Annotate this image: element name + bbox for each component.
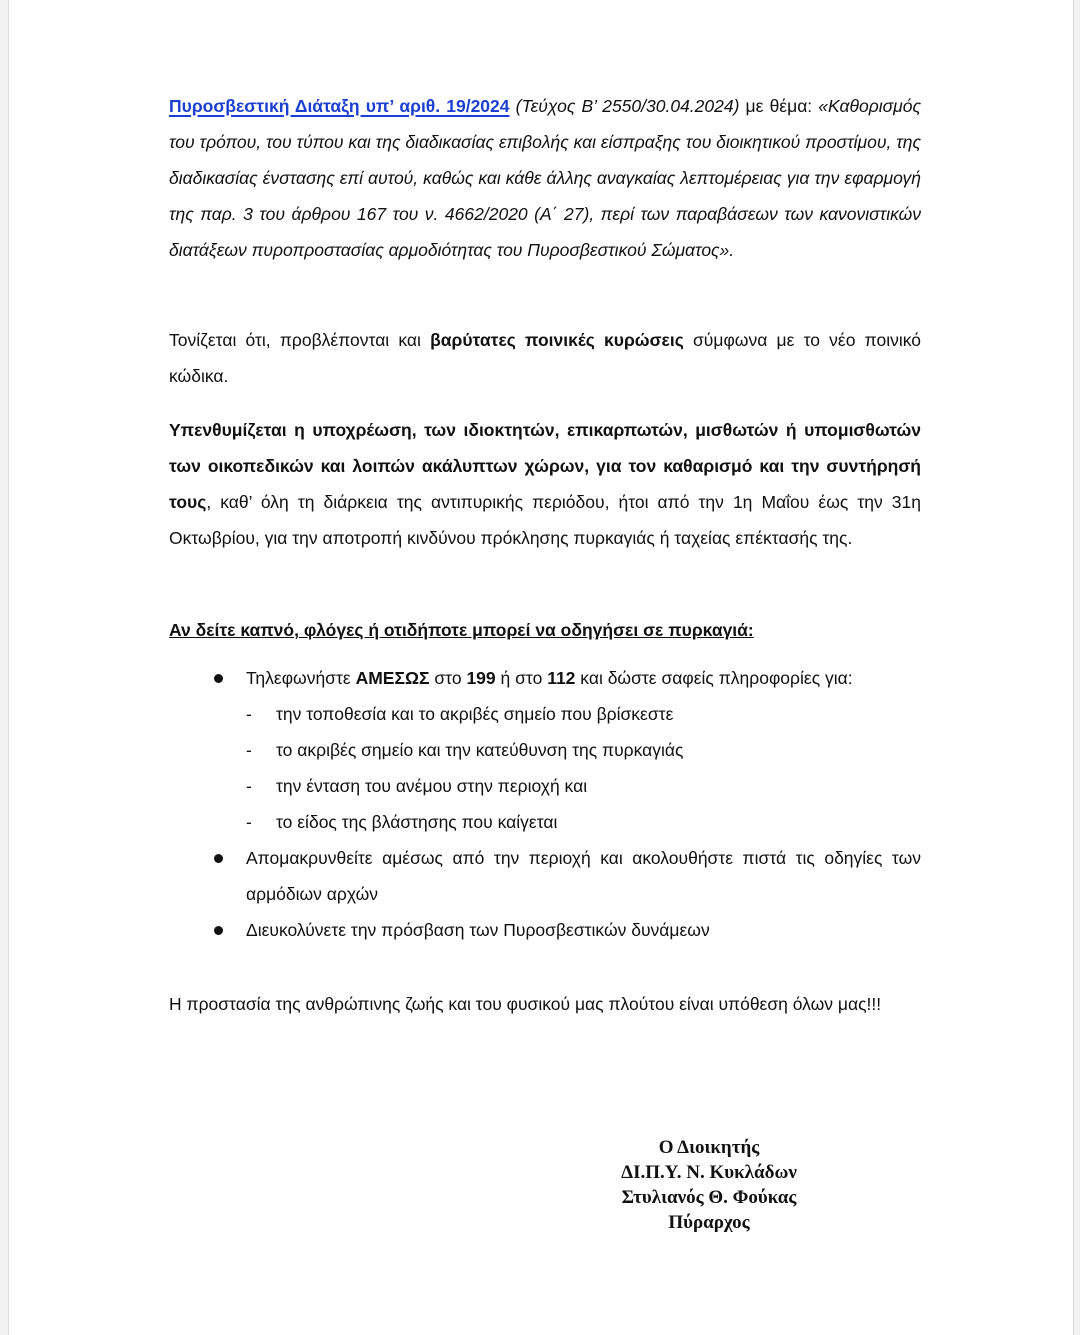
signature-organization: ΔΙ.Π.Υ. Ν. Κυκλάδων <box>621 1162 797 1183</box>
instructions-list <box>169 660 921 948</box>
info-sublist <box>246 696 921 840</box>
instructions-heading <box>169 612 921 648</box>
document-page <box>8 0 1074 1335</box>
sublist-item: - την τοποθεσία και το ακριβές σημείο που βρίσκεστε <box>246 696 921 732</box>
penalties-bold: βαρύτατες ποινικές κυρώσεις <box>430 330 684 350</box>
dash-marker: - <box>246 740 252 760</box>
signature-title: Ο Διοικητής <box>658 1137 760 1158</box>
immediately-bold: ΑΜΕΣΩΣ <box>355 668 430 688</box>
order-subject: «Καθορισμός του τρόπου, του τύπου και της διαδικασίας επιβολής και είσπραξης του διοικητικού προστίμου, της διαδικασίας ένστασης επί αυτού, καθώς και κάθε άλλης αναγκαίας λεπτομέρειας για την εφαρμογή της παρ. 3 του άρθρου 167 του ν. 4662/2020 (Α΄ 27), περί των παραβάσεων των κανονιστικών διατάξεων πυροπροστασίας αρμοδιότητας του Πυροσβεστικού Σώματος». <box>169 96 921 260</box>
paragraph-fire-order <box>169 88 921 268</box>
gazette-reference: (Τεύχος Β’ 2550/30.04.2024) <box>509 96 740 116</box>
signature-block <box>569 1135 849 1235</box>
dash-marker: - <box>246 812 252 832</box>
signature-name: Στυλιανός Θ. Φούκας <box>621 1187 797 1208</box>
bullet-icon <box>214 674 223 683</box>
fire-order-link[interactable]: Πυροσβεστική Διάταξη υπ’ αριθ. 19/2024 <box>169 96 510 116</box>
subject-connector: με θέμα: <box>739 96 819 116</box>
sublist-item: - το είδος της βλάστησης που καίγεται <box>246 804 921 840</box>
sublist-item: - το ακριβές σημείο και την κατεύθυνση της πυρκαγιάς <box>246 732 921 768</box>
paragraph-penalties <box>169 322 921 394</box>
dash-marker: - <box>246 776 252 796</box>
phone-112: 112 <box>547 668 576 688</box>
penalties-suffix: σύμφωνα με το νέο ποινικό κώδικα. <box>169 330 921 386</box>
list-item-evacuate: Απομακρυνθείτε αμέσως από την περιοχή και ακολουθήστε πιστά τις οδηγίες των αρμόδιων αρχών <box>169 840 921 912</box>
heading-text: Αν δείτε καπνό, φλόγες ή οτιδήποτε μπορεί να οδηγήσει σε πυρκαγιά: <box>169 620 754 640</box>
dash-marker: - <box>246 704 252 724</box>
list-item-access: Διευκολύνετε την πρόσβαση των Πυροσβεστικών δυνάμεων <box>169 912 921 948</box>
bullet-icon <box>214 854 223 863</box>
phone-199: 199 <box>466 668 496 688</box>
bullet-icon <box>214 926 223 935</box>
sublist-item: - την ένταση του ανέμου στην περιοχή και <box>246 768 921 804</box>
closing-paragraph <box>169 986 921 1022</box>
paragraph-obligation <box>169 412 921 556</box>
obligation-rest: , καθ’ όλη τη διάρκεια της αντιπυρικής περιόδου, ήτοι από την 1η Μαΐου έως την 31η Οκτωβρίου, για την αποτροπή κινδύνου πρόκλησης πυρκαγιάς ή ταχείας επέκτασής της. <box>169 492 921 548</box>
list-item-call: Τηλεφωνήστε ΑΜΕΣΩΣ στο 199 ή στο 112 και δώστε σαφείς πληροφορίες για: - την τοποθεσία και το ακριβές σημείο που βρίσκεστε - το ακριβές σημείο και την κατεύθυνση της πυρκαγιάς - την ένταση του ανέμου στην περιοχή και - το είδος της βλάστησης που καίγεται <box>169 660 921 840</box>
penalties-prefix: Τονίζεται ότι, προβλέπονται και <box>169 330 431 350</box>
signature-rank: Πύραρχος <box>668 1212 750 1233</box>
obligation-bold: Υπενθυμίζεται η υποχρέωση, των ιδιοκτητών, επικαρπωτών, μισθωτών ή υπομισθωτών των οικοπεδικών και λοιπών ακάλυπτων χώρων, για τον καθαρισμό και την συντήρησή τους <box>169 420 921 512</box>
closing-text: Η προστασία της ανθρώπινης ζωής και του φυσικού μας πλούτου είναι υπόθεση όλων μας!!! <box>169 994 882 1014</box>
